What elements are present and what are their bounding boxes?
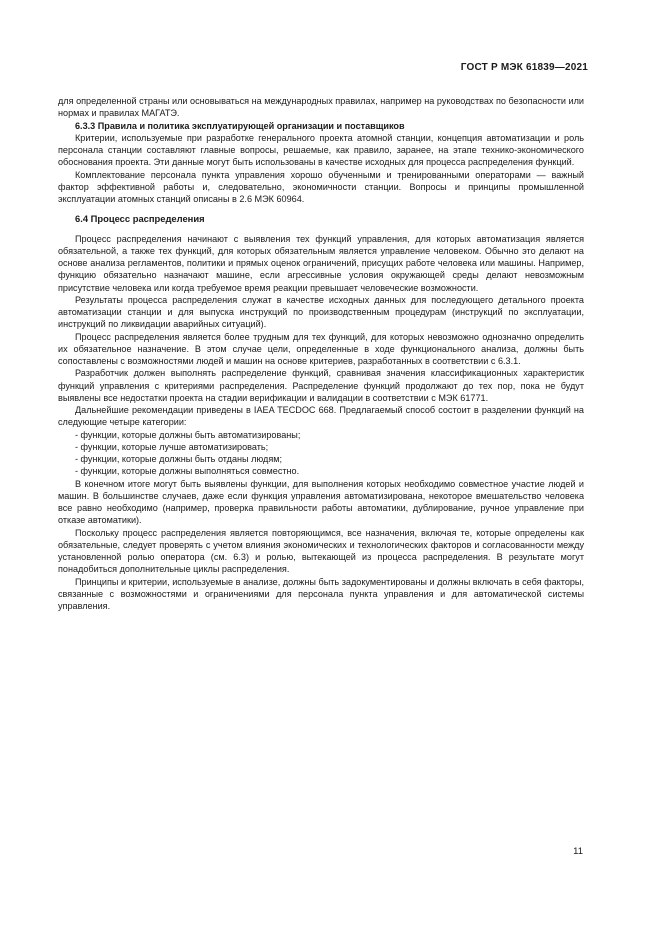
section-6-4-paragraph-7: Поскольку процесс распределения является повторяющимся, все назначения, включая те, которые определены как обязательные, следует проверять с учетом влияния экономических и технологических факторов и согласованности между установленной ролью оператора (см. 6.3) и ролью, вытекающей из процесса распределения. В результате могут понадобиться дополнительные циклы распределения. (58, 527, 584, 575)
list-item: - функции, которые должны быть автоматизированы; (75, 429, 301, 440)
list-item: - функции, которые должны быть отданы людям; (75, 454, 283, 464)
list-item: - функции, которые должны выполняться совместно. (75, 466, 300, 477)
section-6-4-paragraph-5: Дальнейшие рекомендации приведены в IAEA TECDOC 668. Предлагаемый способ состоит в разделении функций на следующие четыре категории: (58, 405, 584, 428)
document-header-standard: ГОСТ Р МЭК 61839—2021 (460, 62, 588, 73)
function-category-list (58, 429, 584, 478)
section-6-3-3-paragraph-1: Критерии, используемые при разработке генерального проекта атомной станции, концепция автоматизации и роль персонала станции составляют главные вопросы, решаемые, как правило, заранее, на этапе технико-экономического обоснования проекта. Эти данные могут быть использованы в качестве исходных для процесса распределения функций. (58, 132, 584, 168)
section-6-4-paragraph-8: Принципы и критерии, используемые в анализе, должны быть задокументированы и должны включать в себя факторы, связанные с возможностями и ограничениями для персонала пункта управления и для автоматической системы управления. (58, 576, 584, 611)
section-6-4-paragraph-6: В конечном итоге могут быть выявлены функции, для выполнения которых необходимо совместное участие людей и машин. В большинстве случаев, даже если функция управления автоматизирована, некоторое вмешательство человека все равно необходимо (например, проверка правильности работы автоматики, дублирование, ручное управление при отказе автоматики). (58, 478, 584, 526)
paragraph-intro: для определенной страны или основываться на международных правилах, например на руководствах по безопасности или нормах и правилах МАГАТЭ. (58, 96, 584, 119)
section-6-4-paragraph-4: Разработчик должен выполнять распределение функций, сравнивая значения классификационных характеристик функций управления с критериями распределения. Распределение функций продолжают до тех пор, пока не будут выявлены все недостатки проекта на стадии верификации и валидации в соответствии с МЭК 61771. (58, 368, 584, 403)
document-body (58, 95, 584, 612)
section-6-4-paragraph-3: Процесс распределения является более трудным для тех функций, для которых невозможно однозначно определить их обязательное назначение. В этом случае цели, определенные в ходе функционального анализа, должны быть сопоставлены с возможностями людей и машин на основе критериев, разработанных в соответствии с 6.3.1. (58, 331, 584, 366)
page-number: 11 (573, 846, 583, 857)
list-item: - функции, которые лучше автоматизировать; (75, 441, 269, 452)
section-6-4-paragraph-1: Процесс распределения начинают с выявления тех функций управления, для которых автоматизация является обязательной, а также тех функций, для которых обязательным является управление человеком. Обычно это делают на основе анализа регламентов, политики и прямых оценок ограничений, присущих работе человека или машины. Например, функцию обязательно назначают машине, если агрессивные условия окружающей среды делают невозможным присутствие человека или когда требуемое время реакции превышает человеческие возможности. (58, 233, 584, 293)
section-6-4-title: 6.4 Процесс распределения (75, 213, 205, 225)
section-6-3-3-title: 6.3.3 Правила и политика эксплуатирующей организации и поставщиков (75, 120, 405, 131)
section-6-3-3-paragraph-2: Комплектование персонала пункта управления хорошо обученными и тренированными операторами — важный фактор эффективной работы и, следовательно, экономичности станции. Вопросы и принципы промышленной эксплуатации атомных станций описаны в 2.6 МЭК 60964. (58, 169, 584, 204)
section-6-4-paragraph-2: Результаты процесса распределения служат в качестве исходных данных для последующего детального проекта автоматизации станции и для выпуска инструкций по производственным процедурам (инструкций по эксплуатации, инструкций по ликвидации аварийных ситуаций). (58, 294, 584, 330)
